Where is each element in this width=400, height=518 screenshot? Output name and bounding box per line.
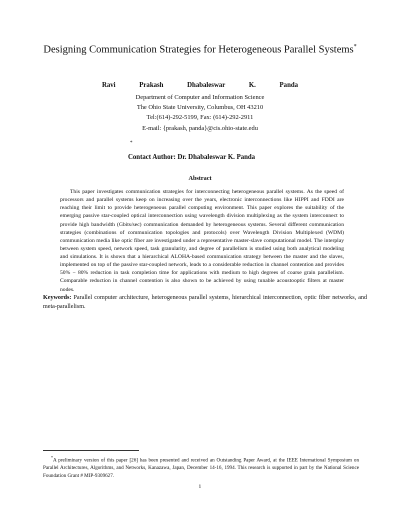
paper-title	[40, 41, 360, 57]
affiliation-university: The Ohio State University, Columbus, OH 43210	[136, 104, 264, 112]
page-number: i	[199, 484, 201, 490]
footnote	[43, 454, 359, 481]
affiliation-email: E-mail: {prakash, panda}@cis.ohio-state.edu	[142, 124, 258, 132]
abstract-heading: Abstract	[188, 175, 212, 182]
contact-author: Contact Author: Dr. Dhabaleswar K. Panda	[128, 154, 256, 161]
keywords-text: Parallel computer architecture, heterogeneous parallel systems, hierarchical interconnection, optic fiber networks, and meta-parallelism.	[43, 295, 367, 311]
keywords-section	[43, 294, 367, 313]
paper-title-text: Designing Communication Strategies for Heterogeneous Parallel Systems	[43, 44, 354, 56]
affiliation-department: Department of Computer and Information Science	[135, 94, 265, 101]
title-footnote-marker: *	[353, 44, 357, 50]
abstract-text: This paper investigates communication strategies for interconnecting heterogeneous parallel systems. As the speed of processors and parallel systems keep on increasing over the years, electronic interconnections like HIPPI and FDDI are reaching their limit to provide heterogeneous parallel computing environment. This paper explores the suitability of the emerging passive star-coupled optical interconnection using wavelength division multiplexing as the system interconnect to provide high bandwidth (Gbits/sec) communication demanded by heterogeneous systems. Several different communication strategies (combinations of communication topologies and protocols) over Wavelength Division Multiplexed (WDM) communication media like optic fiber are investigated under a representative master-slave computational model. The interplay between system speed, network speed, task granularity, and degree of parallelism is studied using both analytical modeling and simulations. It is shown that a hierarchical ALOHA-based communication strategy between the master and the slaves, implemented on top of the passive star-coupled network, leads to a considerable reduction in channel contention and provides 50% − 80% reduction in task completion time for applications with medium to high degrees of coarse grain parallelism. Comparable reduction in channel contention is also shown to be achieved by using tunable acoustooptic filters at master nodes.	[60, 189, 344, 293]
affiliation-block	[80, 93, 320, 134]
footnote-divider	[43, 450, 139, 451]
abstract-body	[60, 188, 344, 294]
affiliation-phone-fax: Tel:(614)-292-5199, Fax: (614)-292-2911	[146, 114, 254, 122]
contact-marker: *	[130, 141, 133, 146]
author-2: Dhabaleswar K. Panda	[187, 82, 299, 89]
footnote-text: A preliminary version of this paper [26] has been presented and received an Outstanding Paper Award, at the IEEE International Symposium on Parallel Architectures, Algorithms, and Networks, Kanazawa, Japan, December 14-16, 1994. This research is supported in part by the National Science Foundation Grant # MIP-9309627.	[43, 457, 359, 480]
author-list	[0, 82, 400, 89]
author-1: Ravi Prakash	[101, 82, 164, 89]
keywords-label: Keywords:	[43, 295, 72, 301]
footnote-marker: *	[51, 455, 53, 460]
